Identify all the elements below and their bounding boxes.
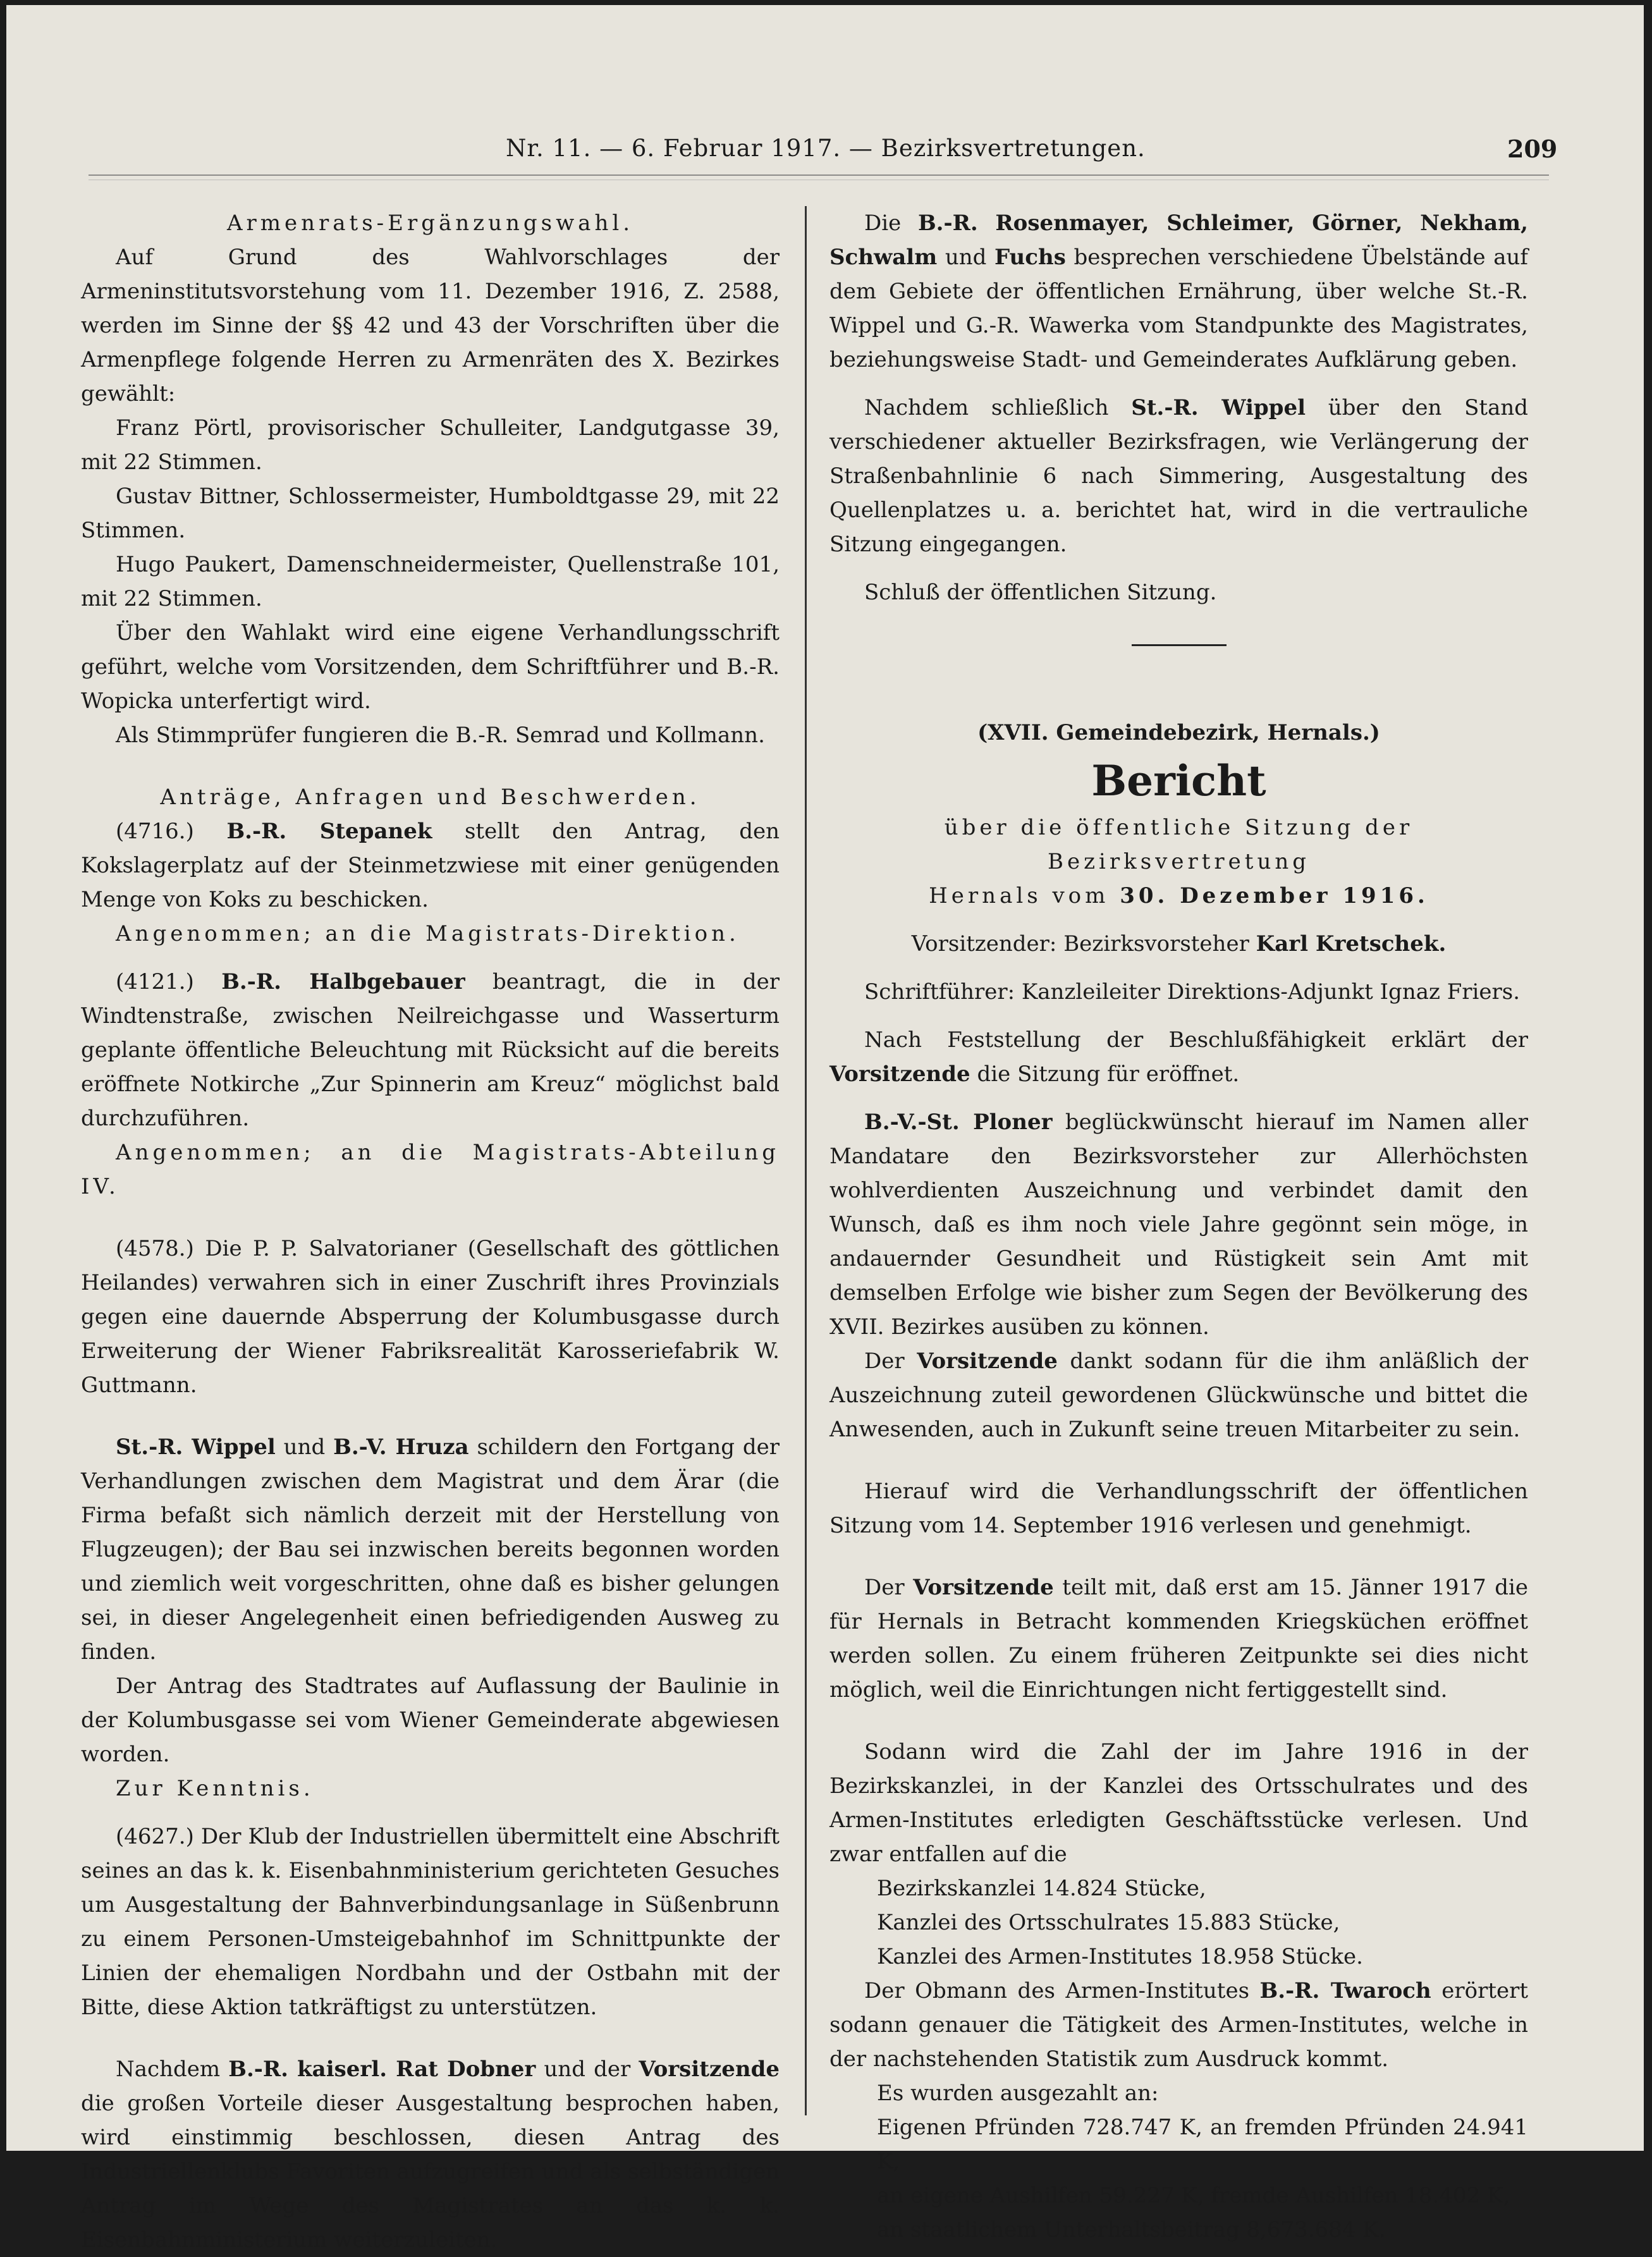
bericht-title: Bericht [1091, 756, 1266, 805]
motion-4716-result: Angenommen; an die Magistrats-Direktion. [116, 921, 740, 946]
payment-line-2: an eigene Aushilfen 59.227 K, fremde Aushilfen 18.402 K, [877, 2183, 1510, 2208]
speaker-name: B.-R. Stepanek [226, 819, 432, 844]
motion-4578: (4578.) Die P. P. Salvatorianer (Gesellschaft des göttlichen Heilandes) verwahren sich in einer Zuschrift ihres Provinzials gegen eine dauernde Absperrung der Kolumbusgasse durch Erweiterung der Wiener Fabriksrealität Karosseriefabrik W. Guttmann. [81, 1236, 780, 1398]
ausgezahlt-line: Es wurden ausgezahlt an: [877, 2081, 1159, 2106]
speaker-name: Vorsitzende [829, 1061, 970, 1087]
speaker-name: Vorsitzende [913, 1575, 1054, 1600]
vorsitzender-line [829, 927, 1528, 961]
motion-text: beantragt, die in der Windtenstraße, zwischen Neilreichgasse und Wasserturm geplante öffentliche Beleuchtung mit Rücksicht auf die bereits eröffnete Notkirche „Zur Spinnerin am Kreuz“ möglichst bald durchzuführen. [81, 969, 780, 1131]
paragraph-text: Nachdem [116, 2057, 221, 2082]
candidate-1: Franz Pörtl, provisorischer Schulleiter, Landgutgasse 39, mit 22 Stimmen. [81, 415, 780, 475]
antraege-heading: Anträge, Anfragen und Beschwerden. [160, 785, 701, 810]
paragraph-text: teilt mit, daß erst am 15. Jänner 1917 die für Hernals in Betracht kommenden Kriegsküchen eröffnet werden sollen. Zu einem früheren Zeitpunkte sei dies nicht möglich, weil die Einrichtungen nicht fertiggestellt sind. [829, 1575, 1529, 1703]
right-column [829, 206, 1528, 2247]
speaker-name: Vorsitzende [917, 1349, 1058, 1374]
candidate-3: Hugo Paukert, Damenschneidermeister, Quellenstraße 101, mit 22 Stimmen. [81, 552, 780, 611]
bezirksfragen-paragraph [829, 391, 1528, 561]
bericht-subtitle-1: über die öffentliche Sitzung der Bezirksvertretung [944, 815, 1414, 874]
speaker-name: B.-R. kaiserl. Rat Dobner [228, 2057, 536, 2082]
conjunction: und [945, 245, 987, 270]
wahlakt-paragraph: Über den Wahlakt wird eine eigene Verhandlungsschrift geführt, welche vom Vorsitzenden, dem Schriftführer und B.-R. Wopicka unterfertigt wird. [81, 620, 780, 714]
section-divider [1132, 644, 1227, 646]
newspaper-page [6, 5, 1644, 2253]
armenrat-heading: Armenrats-Ergänzungswahl. [226, 211, 634, 236]
motion-4121 [81, 965, 780, 1135]
paragraph-text: Der [864, 1575, 905, 1600]
chairman-name: Karl Kretschek. [1256, 931, 1447, 957]
speaker-name: B.-R. Twaroch [1259, 1978, 1431, 2003]
paragraph-text: die Sitzung für eröffnet. [977, 1061, 1240, 1087]
speaker-name: B.-R. Halbgebauer [221, 969, 465, 994]
stadtrat-paragraph: Der Antrag des Stadtrates auf Auflassung der Baulinie in der Kolumbusgasse sei vom Wiener Gemeinderate abgewiesen worden. [81, 1673, 780, 1767]
ploner-paragraph [829, 1105, 1528, 1344]
stimmpruefer-paragraph: Als Stimmprüfer fungieren die B.-R. Semrad und Kollmann. [116, 723, 765, 748]
ernaehrung-paragraph [829, 206, 1528, 377]
paragraph-text: und der [544, 2057, 631, 2082]
candidate-2: Gustav Bittner, Schlossermeister, Humboldtgasse 29, mit 22 Stimmen. [81, 484, 780, 543]
paragraph-text: über den Stand verschiedener aktueller Bezirksfragen, wie Verlängerung der Straßenbahnlinie 6 nach Simmering, Ausgestaltung des Quellenplatzes u. a. berichtet hat, wird in die vertrauliche Sitzung eingegangen. [829, 395, 1529, 557]
schluss-note: Schluß der öffentlichen Sitzung. [864, 580, 1217, 605]
kenntnis-note: Zur Kenntnis. [116, 1776, 314, 1801]
schriftfuehrer-line: Schriftführer: Kanzleileiter Direktions-Adjunkt Ignaz Friers. [864, 979, 1520, 1005]
motion-4716 [81, 814, 780, 917]
speaker-name: St.-R. Wippel [116, 1434, 276, 1460]
subtitle-text: Hernals vom [929, 883, 1110, 908]
wippel-paragraph [81, 1430, 780, 1669]
speaker-name: Vorsitzende [639, 2057, 780, 2082]
speaker-name: B.-V. Hruza [333, 1434, 469, 1460]
feststellung-paragraph [829, 1023, 1528, 1091]
motion-text: stellt den Antrag, den Kokslagerplatz auf der Steinmetzwiese mit einer genügenden Menge von Koks zu beschicken. [81, 819, 780, 912]
motion-4627: (4627.) Der Klub der Industriellen übermittelt eine Abschrift seines an das k. k. Eisenbahnministerium gerichteten Gesuches um Ausgestaltung der Bahnverbindungsanlage in Süßenbrunn zu einem Personen-Umsteigebahnhof im Schnittpunkte der Linien der ehemaligen Nordbahn und der Ostbahn mit der Bitte, diese Aktion tatkräftigst zu unterstützen. [81, 1824, 780, 2020]
left-column [81, 206, 780, 2257]
district-heading [829, 716, 1528, 750]
session-date: 30. Dezember 1916. [1120, 883, 1429, 908]
kriegskuechen-paragraph [829, 1570, 1528, 1707]
obmann-paragraph [829, 1974, 1528, 2076]
dobner-paragraph [81, 2052, 780, 2257]
stat-line-2: Kanzlei des Ortsschulrates 15.883 Stücke, [877, 1910, 1340, 1935]
speaker-name: Fuchs [994, 245, 1066, 270]
paragraph-text: Die [864, 211, 902, 236]
sodann-paragraph: Sodann wird die Zahl der im Jahre 1916 in der Bezirkskanzlei, in der Kanzlei des Ortsschulrates und des Armen-Institutes erledigten Geschäftsstücke verlesen. Und zwar entfallen auf die [829, 1739, 1528, 1867]
paragraph-text: beglückwünscht hierauf im Namen aller Mandatare den Bezirksvorsteher zur Allerhöchsten wohlverdienten Auszeichnung und verbindet damit den Wunsch, daß es ihm noch viele Jahre gegönnt sein möge, in andauernder Gesundheit und Rüstigkeit sein Amt mit demselben Erfolge wie bisher zum Segen der Bevölkerung des XVII. Bezirkes ausüben zu können. [829, 1110, 1528, 1340]
speaker-name: B.-V.-St. Ploner [864, 1110, 1053, 1135]
hierauf-paragraph: Hierauf wird die Verhandlungsschrift der öffentlichen Sitzung vom 14. September 1916 verlesen und genehmigt. [829, 1479, 1528, 1538]
payment-line-1: Eigenen Pfründen 728.747 K, an fremden Pfründen 24.941 K, [877, 2115, 1528, 2174]
paragraph-text: Nach Feststellung der Beschlußfähigkeit erklärt der [864, 1027, 1528, 1053]
paragraph-text: schildern den Fortgang der Verhandlungen zwischen dem Magistrat und dem Ärar (die Firma befaßt sich nämlich derzeit mit der Herstellung von Flugzeugen); der Bau sei inzwischen bereits begonnen worden und ziemlich weit vorgeschritten, ohne daß es bisher gelungen sei, in dieser Angelegenheit einen befriedigenden Ausweg zu finden. [81, 1434, 780, 1665]
bericht-subtitle-2 [829, 879, 1528, 913]
paragraph-text: Nachdem schließlich [864, 395, 1109, 420]
paragraph-text: Der Obmann des Armen-Institutes [864, 1978, 1250, 2003]
district-label: (XVII. Gemeindebezirk, Hernals.) [977, 720, 1380, 745]
role-label: Vorsitzender: Bezirksvorsteher [911, 931, 1249, 957]
paragraph-text: dankt sodann für die ihm anläßlich der Auszeichnung zuteil gewordenen Glückwünsche und bittet die Anwesenden, auch in Zukunft seine treuen Mitarbeiter zu sein. [829, 1349, 1528, 1442]
stat-line-1: Bezirkskanzlei 14.824 Stücke, [877, 1876, 1206, 1901]
paragraph-text: die großen Vorteile dieser Ausgestaltung besprochen haben, wird einstimmig beschlossen, diesen Antrag des Industriellenklubs Favoriten aufzugreifen und als selbständigen Antrag im Wege des Magistrates an das k. k. Eisenbahnministerium weiterzuleiten. [81, 2091, 780, 2253]
stat-line-3: Kanzlei des Armen-Institutes 18.958 Stücke. [877, 1944, 1363, 1969]
payment-line-3: an staatlichem Unterhaltsbeitrag 8,673.684 K. [877, 2217, 1386, 2242]
motion-number: (4716.) [116, 819, 194, 844]
page-number: 209 [1507, 135, 1558, 163]
column-divider [805, 206, 807, 2115]
header-rule [89, 174, 1549, 180]
paragraph-text: erörtert sodann genauer die Tätigkeit des Armen-Institutes, welche in der nachstehenden Statistik zum Ausdruck kommt. [829, 1978, 1529, 2072]
conjunction: und [283, 1434, 326, 1460]
running-head: Nr. 11. — 6. Februar 1917. — Bezirksvertretungen. [506, 135, 1146, 162]
paragraph-text: besprechen verschiedene Übelstände auf dem Gebiete der öffentlichen Ernährung, über welche St.-R. Wippel und G.-R. Wawerka vom Standpunkte des Magistrates, beziehungsweise Stadt- und Gemeinderates Aufklärung geben. [829, 245, 1529, 372]
speaker-names: B.-R. Rosenmayer, Schleimer, Görner, Nekham, Schwalm [829, 211, 1528, 270]
dank-paragraph [829, 1344, 1528, 1447]
speaker-name: St.-R. Wippel [1131, 395, 1306, 420]
motion-4121-result: Angenommen; an die Magistrats-Abteilung IV. [81, 1140, 780, 1199]
armenrat-intro: Auf Grund des Wahlvorschlages der Armeninstitutsvorstehung vom 11. Dezember 1916, Z. 2588, werden im Sinne der §§ 42 und 43 der Vorschriften über die Armenpflege folgende Herren zu Armenräten des X. Bezirkes gewählt: [81, 245, 780, 407]
paragraph-text: Der [864, 1349, 905, 1374]
motion-number: (4121.) [116, 969, 194, 994]
